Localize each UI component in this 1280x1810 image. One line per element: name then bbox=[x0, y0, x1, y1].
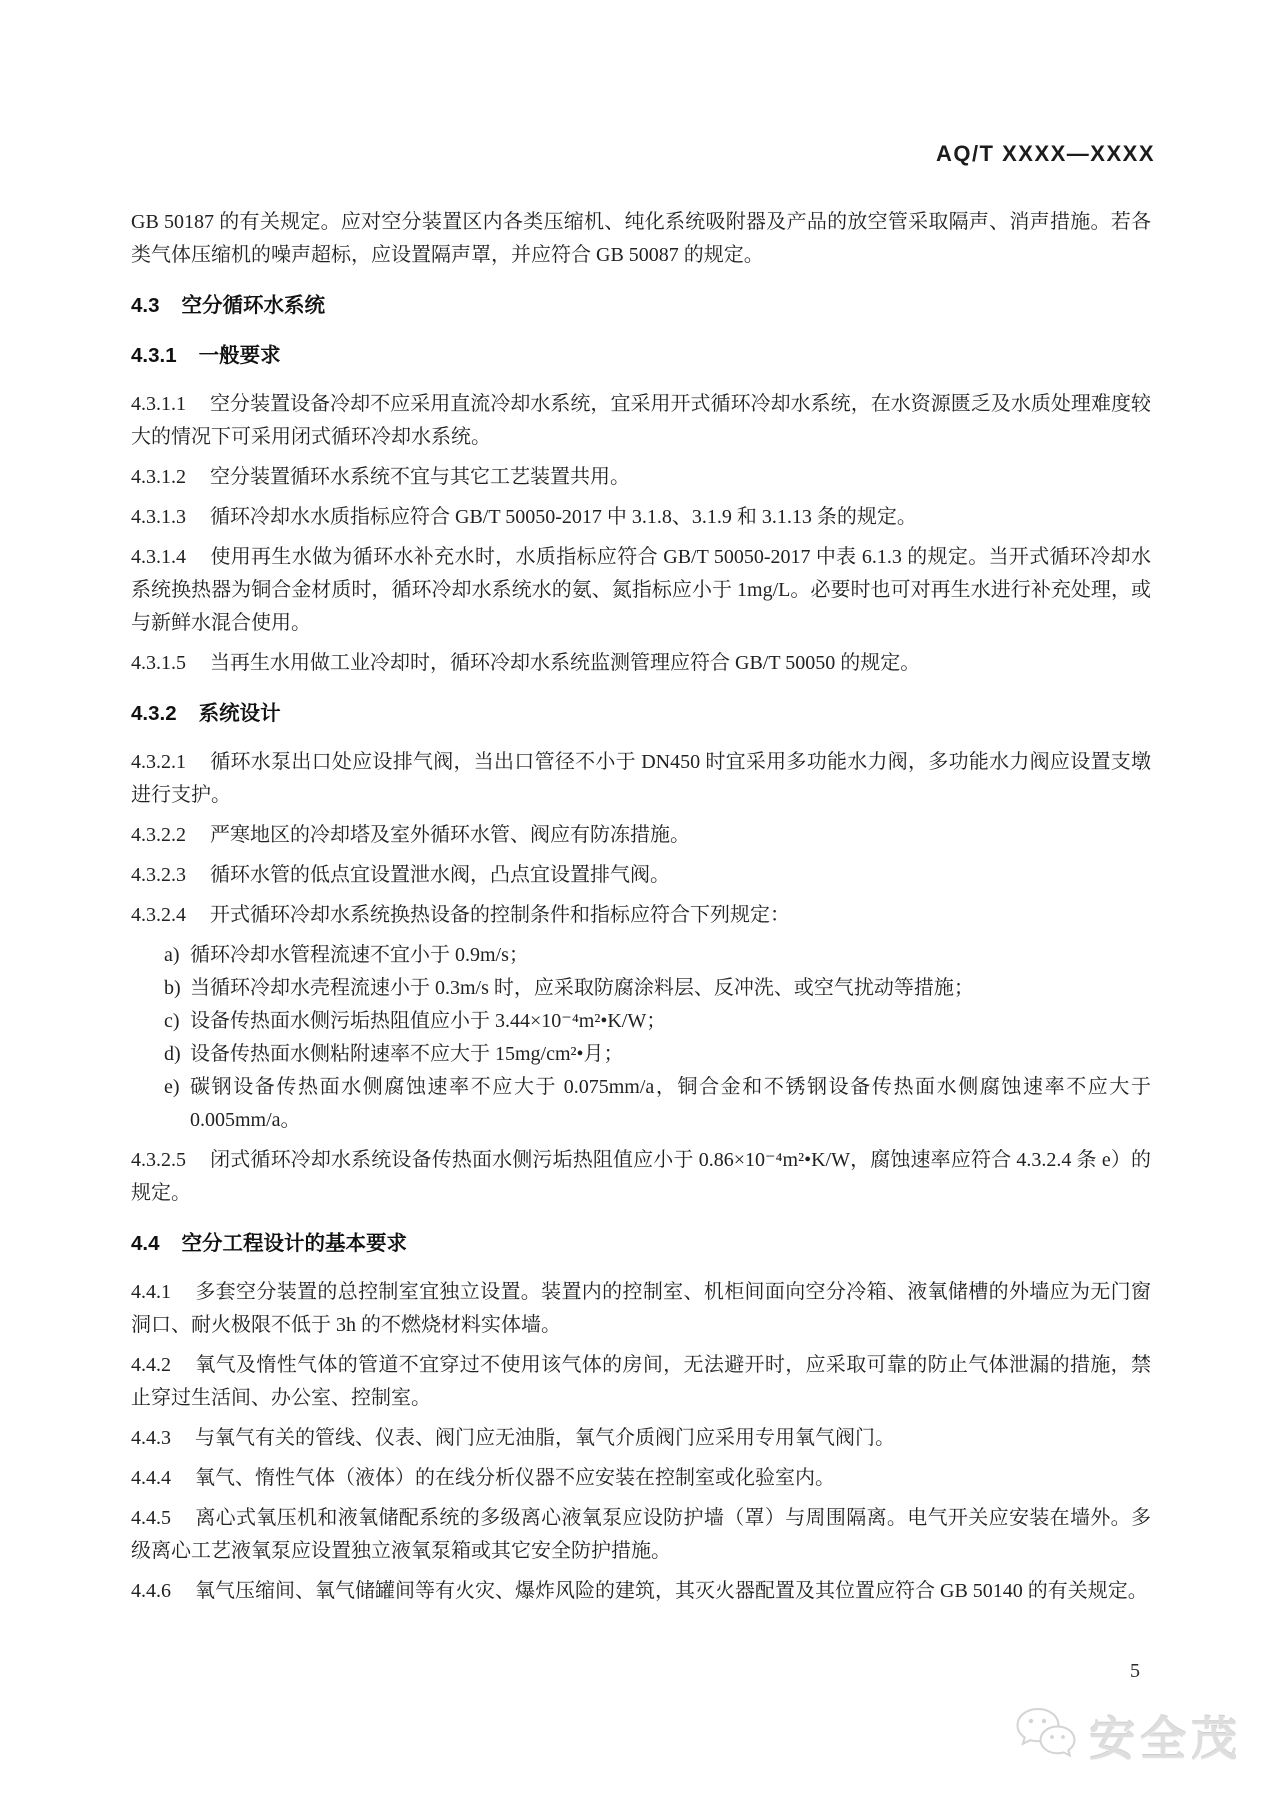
section-heading-4-3-1 bbox=[131, 339, 1151, 372]
clause-4-3-1-5 bbox=[131, 647, 1151, 680]
watermark bbox=[1015, 1703, 1242, 1769]
clause-text: 多套空分装置的总控制室宜独立设置。装置内的控制室、机柜间面向空分冷箱、液氧储槽的外墙应为无门窗洞口、耐火极限不低于 3h 的不燃烧材料实体墙。 bbox=[131, 1281, 1151, 1336]
clause-4-3-2-4 bbox=[131, 899, 1151, 932]
clause-4-3-2-2 bbox=[131, 819, 1151, 852]
clause-number: 4.3.2.3 bbox=[131, 864, 186, 886]
list-item-label: c) bbox=[164, 1010, 180, 1032]
clause-4-3-1-1 bbox=[131, 388, 1151, 454]
list-item-d bbox=[131, 1038, 1151, 1071]
heading-number: 4.4 bbox=[131, 1232, 160, 1255]
clause-text: 闭式循环冷却水系统设备传热面水侧污垢热阻值应小于 0.86×10⁻⁴m²•K/W，腐蚀速率应符合 4.3.2.4 条 e）的规定。 bbox=[131, 1149, 1151, 1204]
clause-number: 4.3.2.1 bbox=[131, 751, 186, 773]
clause-text: 循环水管的低点宜设置泄水阀，凸点宜设置排气阀。 bbox=[210, 864, 670, 886]
standard-number: AQ/T XXXX—XXXX bbox=[935, 141, 1155, 166]
clause-number: 4.4.6 bbox=[131, 1580, 171, 1602]
clause-text: 氧气、惰性气体（液体）的在线分析仪器不应安装在控制室或化验室内。 bbox=[195, 1467, 835, 1489]
list-item-text: 设备传热面水侧污垢热阻值应小于 3.44×10⁻⁴m²•K/W； bbox=[190, 1010, 667, 1032]
clause-4-3-2-3 bbox=[131, 859, 1151, 892]
clause-text: 空分装置循环水系统不宜与其它工艺装置共用。 bbox=[210, 466, 630, 488]
clause-text: 严寒地区的冷却塔及室外循环水管、阀应有防冻措施。 bbox=[210, 824, 690, 846]
clause-4-4-3 bbox=[131, 1422, 1151, 1455]
clause-number: 4.3.2.5 bbox=[131, 1149, 186, 1171]
clause-4-4-6 bbox=[131, 1575, 1151, 1608]
section-heading-4-3 bbox=[131, 289, 1151, 322]
clause-4-3-2-1 bbox=[131, 746, 1151, 812]
heading-number: 4.3.1 bbox=[131, 344, 177, 367]
list-item-a bbox=[131, 939, 1151, 972]
list-item-label: e) bbox=[164, 1076, 180, 1098]
clause-text: 使用再生水做为循环水补充水时，水质指标应符合 GB/T 50050-2017 中表 6.1.3 的规定。当开式循环冷却水系统换热器为铜合金材质时，循环冷却水系统水的氨、氮指标应小于 1mg/L。必要时也可对再生水进行补充处理，或与新鲜水混合使用。 bbox=[131, 546, 1151, 634]
clause-number: 4.3.1.3 bbox=[131, 506, 186, 528]
clause-4-4-1 bbox=[131, 1276, 1151, 1342]
clause-4-3-1-2 bbox=[131, 461, 1151, 494]
clause-number: 4.4.2 bbox=[131, 1354, 171, 1376]
chat-bubbles-icon bbox=[1015, 1706, 1077, 1767]
heading-number: 4.3.2 bbox=[131, 702, 177, 725]
list-item-label: a) bbox=[164, 944, 180, 966]
clause-4-4-5 bbox=[131, 1502, 1151, 1568]
clause-text: 氧气及惰性气体的管道不宜穿过不使用该气体的房间，无法避开时，应采取可靠的防止气体泄漏的措施，禁止穿过生活间、办公室、控制室。 bbox=[131, 1354, 1151, 1409]
heading-title: 空分循环水系统 bbox=[181, 294, 325, 317]
list-item-c bbox=[131, 1005, 1151, 1038]
heading-number: 4.3 bbox=[131, 294, 160, 317]
clause-number: 4.3.1.1 bbox=[131, 393, 186, 415]
list-item-text: 碳钢设备传热面水侧腐蚀速率不应大于 0.075mm/a，铜合金和不锈钢设备传热面水侧腐蚀速率不应大于 0.005mm/a。 bbox=[190, 1076, 1151, 1131]
list-item-label: b) bbox=[164, 977, 181, 999]
clause-number: 4.4.3 bbox=[131, 1427, 171, 1449]
paragraph-continuation bbox=[131, 206, 1151, 272]
clause-text: 当再生水用做工业冷却时，循环冷却水系统监测管理应符合 GB/T 50050 的规定。 bbox=[210, 652, 921, 674]
list-item-b bbox=[131, 972, 1151, 1005]
list-item-e bbox=[131, 1071, 1151, 1137]
clause-number: 4.4.1 bbox=[131, 1281, 171, 1303]
heading-title: 系统设计 bbox=[198, 702, 281, 725]
clause-number: 4.3.1.4 bbox=[131, 546, 186, 568]
clause-4-3-1-4 bbox=[131, 541, 1151, 640]
clause-text: 循环水泵出口处应设排气阀，当出口管径不小于 DN450 时宜采用多功能水力阀，多功能水力阀应设置支墩进行支护。 bbox=[131, 751, 1151, 806]
list-item-text: 当循环冷却水壳程流速小于 0.3m/s 时，应采取防腐涂料层、反冲洗、或空气扰动等措施； bbox=[190, 977, 974, 999]
clause-text: 循环冷却水水质指标应符合 GB/T 50050-2017 中 3.1.8、3.1.9 和 3.1.13 条的规定。 bbox=[210, 506, 917, 528]
clause-4-4-2 bbox=[131, 1349, 1151, 1415]
list-item-text: 设备传热面水侧粘附速率不应大于 15mg/cm²•月； bbox=[190, 1043, 624, 1065]
list-item-text: 循环冷却水管程流速不宜小于 0.9m/s； bbox=[190, 944, 529, 966]
heading-title: 一般要求 bbox=[198, 344, 281, 367]
clause-number: 4.4.4 bbox=[131, 1467, 171, 1489]
clause-text: 空分装置设备冷却不应采用直流冷却水系统，宜采用开式循环冷却水系统，在水资源匮乏及水质处理难度较大的情况下可采用闭式循环冷却水系统。 bbox=[131, 393, 1151, 448]
paragraph-text: GB 50187 的有关规定。应对空分装置区内各类压缩机、纯化系统吸附器及产品的放空管采取隔声、消声措施。若各类气体压缩机的噪声超标，应设置隔声罩，并应符合 GB 50087 的规定。 bbox=[131, 211, 1151, 266]
clause-text: 离心式氧压机和液氧储配系统的多级离心液氧泵应设防护墙（罩）与周围隔离。电气开关应安装在墙外。多级离心工艺液氧泵应设置独立液氧泵箱或其它安全防护措施。 bbox=[131, 1507, 1151, 1562]
clause-number: 4.3.2.4 bbox=[131, 904, 186, 926]
clause-number: 4.3.1.5 bbox=[131, 652, 186, 674]
clause-text: 氧气压缩间、氧气储罐间等有火灾、爆炸风险的建筑，其灭火器配置及其位置应符合 GB 50140 的有关规定。 bbox=[195, 1580, 1148, 1602]
watermark-text: 安全茂 bbox=[1089, 1713, 1242, 1765]
clause-number: 4.3.2.2 bbox=[131, 824, 186, 846]
section-heading-4-3-2 bbox=[131, 697, 1151, 730]
heading-title: 空分工程设计的基本要求 bbox=[181, 1232, 407, 1255]
page-number: 5 bbox=[1130, 1660, 1140, 1682]
clause-text: 开式循环冷却水系统换热设备的控制条件和指标应符合下列规定： bbox=[210, 904, 790, 926]
clause-number: 4.3.1.2 bbox=[131, 466, 186, 488]
document-body bbox=[131, 206, 1151, 1615]
clause-number: 4.4.5 bbox=[131, 1507, 171, 1529]
clause-4-3-2-5 bbox=[131, 1144, 1151, 1210]
clause-text: 与氧气有关的管线、仪表、阀门应无油脂，氧气介质阀门应采用专用氧气阀门。 bbox=[195, 1427, 895, 1449]
clause-4-3-1-3 bbox=[131, 501, 1151, 534]
clause-4-3-2-4-list bbox=[131, 939, 1151, 1137]
list-item-label: d) bbox=[164, 1043, 181, 1065]
section-heading-4-4 bbox=[131, 1227, 1151, 1260]
clause-4-4-4 bbox=[131, 1462, 1151, 1495]
document-header bbox=[936, 141, 1155, 167]
